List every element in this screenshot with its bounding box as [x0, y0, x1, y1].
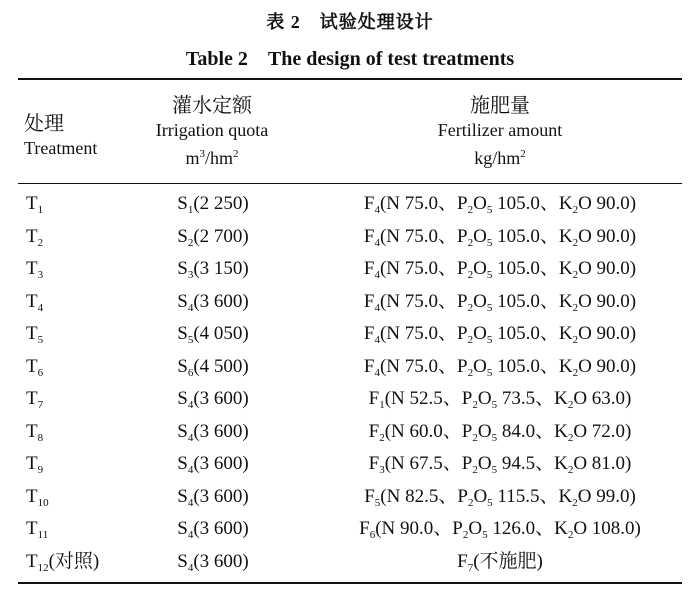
fertilizer-p2o5: $P_2O_5$ [457, 355, 493, 379]
fertilizer-p2o5: $P_2O_5$ [461, 388, 498, 411]
treatment-note: (对照) [48, 550, 100, 572]
fertilizer-cell: $F_4(N$ 75.0、$P_2O_5$ 105.0、$K_2O$ 90.0) [363, 193, 637, 216]
header-treatment-en: Treatment [24, 138, 98, 158]
fertilizer-p-value: 84.0、 [501, 420, 555, 442]
fertilizer-level: 4 [374, 334, 380, 346]
fertilizer-k-value: 99.0) [596, 485, 636, 507]
table-row [0, 286, 700, 319]
fertilizer-n: (N 82.5、 [380, 485, 458, 507]
irrigation-quota: (3 600) [193, 453, 249, 474]
fertilizer-cell: $F_6(N$ 90.0、$P_2O_5$ 126.0、$K_2O$ 108.0) [359, 518, 641, 541]
fertilizer-k-value: 90.0) [596, 290, 637, 312]
irrigation-quota: (3 600) [193, 420, 249, 442]
irrigation-cell: $S_2(2$ 700) [177, 225, 249, 249]
fertilizer-level: 4 [374, 366, 380, 379]
irrigation-quota: (3 600) [193, 388, 249, 409]
irrigation-quota: (3 150) [193, 258, 249, 279]
irrigation-cell: $S_5(4$ 050) [177, 323, 249, 346]
fertilizer-k-value: 108.0) [591, 518, 641, 539]
table-row [0, 546, 700, 579]
treatment-subscript: 8 [37, 431, 44, 444]
treatment-subscript: 10 [37, 496, 49, 509]
fertilizer-n: (N 60.0、 [384, 420, 462, 442]
fertilizer-p-value: 105.0、 [497, 355, 559, 377]
irrigation-cell: $S_1(2$ 250) [177, 193, 249, 216]
irrigation-level: 4 [187, 464, 194, 476]
fertilizer-p-value: 73.5、 [501, 388, 555, 409]
fertilizer-n: (N 75.0、 [379, 355, 457, 377]
table-row [0, 253, 700, 286]
treatment-cell: $T_4$ [26, 290, 44, 314]
fertilizer-cell: $F_4(N$ 75.0、$P_2O_5$ 105.0、$K_2O$ 90.0) [363, 225, 637, 249]
fertilizer-k-value: 72.0) [591, 420, 632, 442]
fertilizer-level: 4 [374, 236, 380, 249]
treatment-subscript: 5 [37, 334, 44, 346]
irrigation-level: 3 [187, 269, 194, 281]
fertilizer-level: 6 [369, 529, 376, 541]
header-fertilizer [330, 94, 670, 170]
treatment-subscript: 1 [37, 204, 44, 216]
treatment-cell: $T_{12}$(对照) [26, 550, 100, 574]
fertilizer-k2o: $K_2O$ [558, 193, 597, 216]
fertilizer-n: (N 75.0、 [379, 225, 457, 247]
irrigation-cell: $S_4(3$ 600) [177, 518, 249, 541]
irrigation-quota: (3 600) [193, 290, 249, 312]
treatment-cell: $T_6$ [26, 355, 44, 379]
fertilizer-k2o: $K_2O$ [558, 225, 597, 249]
treatment-cell: $T_{11}$ [26, 518, 49, 541]
irrigation-level: 5 [187, 334, 194, 346]
irrigation-level: 6 [187, 366, 194, 379]
irrigation-level: 4 [187, 496, 194, 509]
header-treatment [24, 112, 97, 160]
irrigation-level: 4 [187, 431, 194, 444]
treatment-cell: $T_{10}$ [26, 485, 49, 509]
irrigation-level: 2 [187, 236, 194, 249]
fertilizer-p2o5: $P_2O_5$ [457, 258, 493, 281]
treatment-cell: $T_1$ [26, 193, 44, 216]
irrigation-cell: $S_4(3$ 600) [177, 550, 249, 574]
treatment-subscript: 2 [37, 236, 44, 249]
fertilizer-n: (N 90.0、 [375, 518, 453, 539]
fertilizer-k-value: 63.0) [591, 388, 632, 409]
fertilizer-n: (N 75.0、 [379, 193, 457, 214]
table-row [0, 318, 700, 351]
fertilizer-p2o5: $P_2O_5$ [452, 518, 488, 541]
fertilizer-level: 4 [374, 204, 380, 216]
irrigation-cell: $S_4(3$ 600) [177, 290, 249, 314]
top-rule [18, 78, 682, 80]
fertilizer-k-value: 90.0) [596, 258, 637, 279]
irrigation-cell: $S_4(3$ 600) [177, 388, 249, 411]
fertilizer-level: 2 [379, 431, 385, 444]
fertilizer-k-value: 90.0) [596, 193, 637, 214]
treatment-cell: $T_7$ [26, 388, 44, 411]
fertilizer-p-value: 115.5、 [497, 485, 559, 507]
irrigation-cell: $S_4(3$ 600) [177, 485, 249, 509]
table-row [0, 221, 700, 254]
table-row [0, 351, 700, 384]
fertilizer-p2o5: $P_2O_5$ [461, 420, 498, 444]
treatment-subscript: 11 [37, 529, 49, 541]
fertilizer-cell: $F_1(N$ 52.5、$P_2O_5$ 73.5、$K_2O$ 63.0) [368, 388, 632, 411]
fertilizer-p-value: 105.0、 [497, 323, 559, 344]
table-row [0, 513, 700, 546]
fertilizer-n: (N 75.0、 [379, 290, 457, 312]
fertilizer-cell: $F_4(N$ 75.0、$P_2O_5$ 105.0、$K_2O$ 90.0) [363, 258, 637, 281]
fertilizer-p2o5: $P_2O_5$ [461, 453, 498, 476]
irrigation-quota: (2 250) [193, 193, 249, 214]
irrigation-level: 4 [187, 529, 194, 541]
fertilizer-level: 5 [374, 496, 381, 509]
irrigation-quota: (4 050) [193, 323, 249, 344]
irrigation-level: 4 [187, 561, 194, 574]
fertilizer-k-value: 81.0) [591, 453, 632, 474]
fertilizer-p-value: 94.5、 [501, 453, 555, 474]
fertilizer-n: (N 75.0、 [379, 323, 457, 344]
header-rule [18, 183, 682, 184]
fertilizer-cell: $F_3(N$ 67.5、$P_2O_5$ 94.5、$K_2O$ 81.0) [368, 453, 632, 476]
fertilizer-k-value: 90.0) [596, 225, 637, 247]
irrigation-level: 4 [187, 301, 194, 314]
header-irrigation [132, 94, 292, 170]
table-body [0, 188, 700, 578]
fertilizer-level: 7 [467, 561, 474, 574]
fertilizer-k2o: $K_2O$ [554, 388, 592, 411]
fertilizer-p2o5: $P_2O_5$ [457, 485, 493, 509]
header-irrigation-unit: $m^3/hm^2$ [185, 148, 239, 168]
table-row [0, 416, 700, 449]
treatment-subscript: 3 [37, 269, 44, 281]
irrigation-quota: (2 700) [193, 225, 249, 247]
treatment-subscript: 4 [37, 301, 44, 314]
bottom-rule [18, 582, 682, 584]
fertilizer-k2o: $K_2O$ [558, 323, 597, 346]
fertilizer-cell: $F_4(N$ 75.0、$P_2O_5$ 105.0、$K_2O$ 90.0) [363, 355, 637, 379]
fertilizer-k2o: $K_2O$ [558, 290, 597, 314]
fertilizer-n: (N 52.5、 [384, 388, 462, 409]
treatment-cell: $T_3$ [26, 258, 44, 281]
table-title-cn: 表 2 试验处理设计 [266, 12, 434, 32]
fertilizer-k-value: 90.0) [596, 355, 637, 377]
fertilizer-level: 1 [379, 399, 385, 411]
table-row [0, 448, 700, 481]
irrigation-cell: $S_6(4$ 500) [177, 355, 249, 379]
table-row [0, 481, 700, 514]
fertilizer-level: 3 [379, 464, 385, 476]
fertilizer-cell: $F_7$(不施肥) [457, 550, 543, 574]
irrigation-cell: $S_4(3$ 600) [177, 453, 249, 476]
fertilizer-p2o5: $P_2O_5$ [457, 290, 493, 314]
fertilizer-cell: $F_4(N$ 75.0、$P_2O_5$ 105.0、$K_2O$ 90.0) [363, 323, 637, 346]
treatment-subscript: 9 [37, 464, 44, 476]
header-fertilizer-unit: $kg/hm^2$ [474, 148, 526, 168]
fertilizer-n: (N 67.5、 [384, 453, 462, 474]
treatment-subscript: 7 [37, 399, 44, 411]
fertilizer-p2o5: $P_2O_5$ [457, 323, 493, 346]
treatment-subscript: 12 [37, 561, 49, 574]
fertilizer-p2o5: $P_2O_5$ [457, 225, 493, 249]
header-fertilizer-cn: 施肥量 [470, 95, 530, 117]
fertilizer-p-value: 105.0、 [497, 290, 559, 312]
irrigation-cell: $S_4(3$ 600) [177, 420, 249, 444]
fertilizer-cell: $F_5(N$ 82.5、$P_2O_5$ 115.5、$K_2O$ 99.0) [364, 485, 636, 509]
header-irrigation-en: Irrigation quota [155, 120, 269, 140]
table-row [0, 383, 700, 416]
treatment-cell: $T_2$ [26, 225, 44, 249]
treatment-cell: $T_9$ [26, 453, 44, 476]
header-treatment-cn: 处理 [24, 113, 64, 135]
fertilizer-k2o: $K_2O$ [558, 355, 597, 379]
fertilizer-k2o: $K_2O$ [558, 485, 597, 509]
fertilizer-k2o: $K_2O$ [554, 420, 592, 444]
fertilizer-p-value: 105.0、 [497, 225, 559, 247]
irrigation-quota: (4 500) [193, 355, 249, 377]
fertilizer-level: 4 [374, 301, 380, 314]
header-fertilizer-en: Fertilizer amount [437, 120, 563, 140]
fertilizer-p2o5: $P_2O_5$ [457, 193, 493, 216]
treatment-cell: $T_5$ [26, 323, 44, 346]
table-title-en: Table 2 The design of test treatments [185, 48, 515, 70]
irrigation-cell: $S_3(3$ 150) [177, 258, 249, 281]
table-row [0, 188, 700, 221]
irrigation-level: 4 [187, 399, 194, 411]
irrigation-quota: (3 600) [193, 518, 249, 539]
fertilizer-k2o: $K_2O$ [554, 518, 592, 541]
fertilizer-k2o: $K_2O$ [558, 258, 597, 281]
fertilizer-level: 4 [374, 269, 380, 281]
treatment-cell: $T_8$ [26, 420, 44, 444]
fertilizer-p-value: 105.0、 [497, 193, 559, 214]
treatment-subscript: 6 [37, 366, 44, 379]
fertilizer-cell: $F_4(N$ 75.0、$P_2O_5$ 105.0、$K_2O$ 90.0) [363, 290, 637, 314]
irrigation-quota: (3 600) [193, 550, 249, 572]
irrigation-quota: (3 600) [193, 485, 249, 507]
fertilizer-k2o: $K_2O$ [554, 453, 592, 476]
fertilizer-note: (不施肥) [473, 550, 543, 572]
fertilizer-p-value: 105.0、 [497, 258, 559, 279]
fertilizer-cell: $F_2(N$ 60.0、$P_2O_5$ 84.0、$K_2O$ 72.0) [368, 420, 632, 444]
irrigation-level: 1 [187, 204, 194, 216]
header-irrigation-cn: 灌水定额 [172, 95, 252, 117]
fertilizer-k-value: 90.0) [596, 323, 637, 344]
fertilizer-n: (N 75.0、 [379, 258, 457, 279]
fertilizer-p-value: 126.0、 [492, 518, 555, 539]
